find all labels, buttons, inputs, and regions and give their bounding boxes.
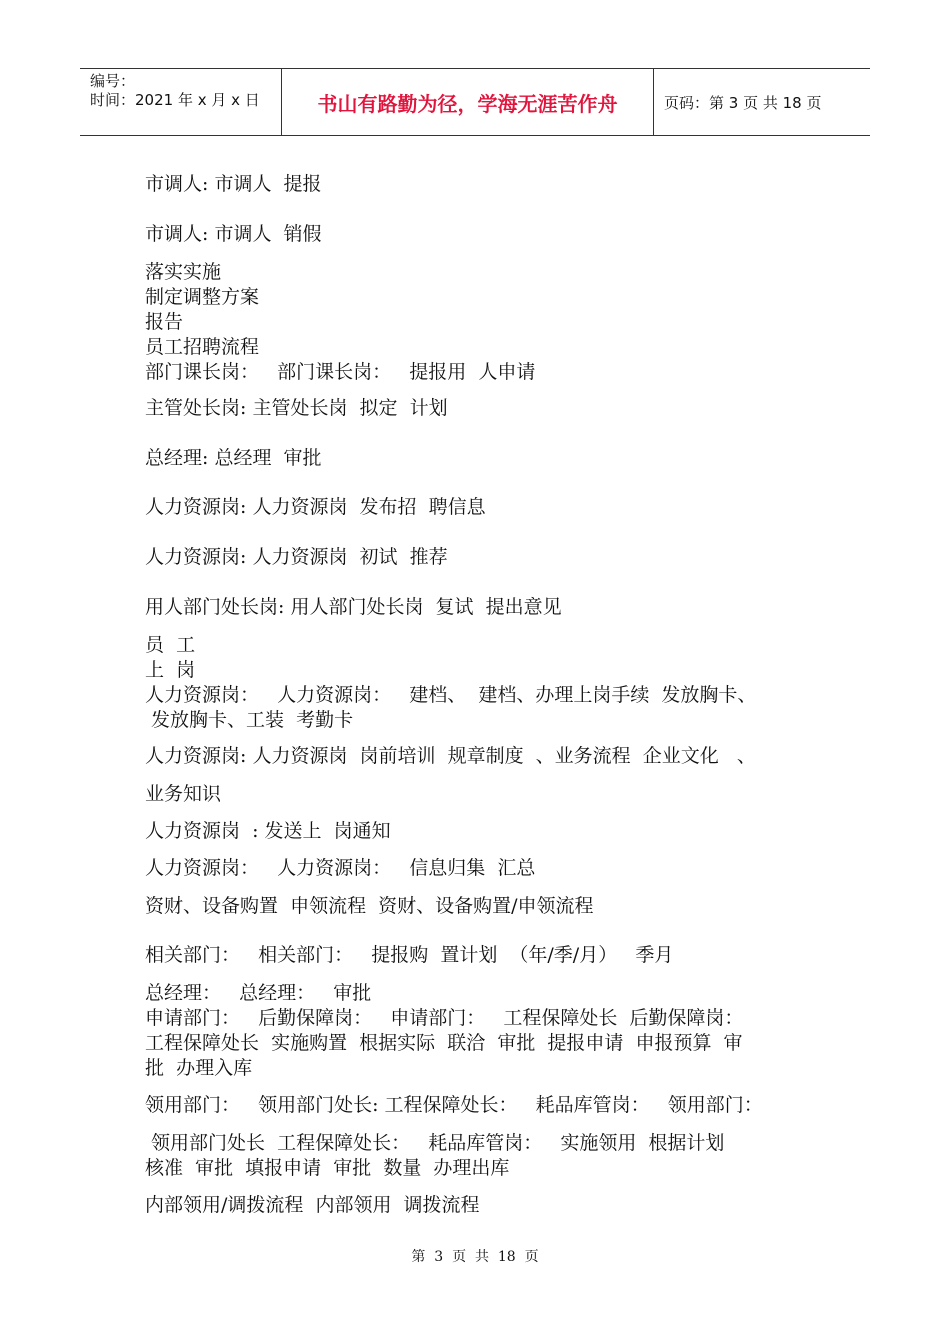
body-line: 人力资源岗: 人力资源岗 初试 推荐 — [145, 546, 448, 568]
document-time-label: 时间：2021 年 x 月 x 日 — [90, 91, 260, 109]
body-line: 员 工 — [145, 634, 196, 656]
body-line: 市调人: 市调人 销假 — [145, 223, 322, 245]
body-line: 落实实施 — [145, 261, 222, 283]
body-line: 人力资源岗： 人力资源岗： 信息归集 汇总 — [145, 857, 536, 879]
header-page-code: 页码：第 3 页 共 18 页 — [664, 93, 822, 112]
body-line: 工程保障处长 实施购置 根据实际 联洽 审批 提报申请 申报预算 审 — [145, 1032, 743, 1054]
body-line: 主管处长岗: 主管处长岗 拟定 计划 — [145, 397, 448, 419]
body-line: 人力资源岗 : 发送上 岗通知 — [145, 820, 391, 842]
body-line: 上 岗 — [145, 659, 196, 681]
section-heading: 员工招聘流程 — [145, 336, 260, 358]
page-footer: 第 3 页 共 18 页 — [411, 1249, 539, 1265]
section-heading: 内部领用/调拨流程 内部领用 调拨流程 — [145, 1194, 480, 1216]
body-line: 人力资源岗： 人力资源岗： 建档、 建档、办理上岗手续 发放胸卡、 — [145, 684, 757, 706]
document-number-label: 编号： — [90, 72, 136, 90]
body-line: 发放胸卡、工装 考勤卡 — [145, 709, 354, 731]
body-line: 业务知识 — [145, 783, 222, 805]
body-line: 核准 审批 填报申请 审批 数量 办理出库 — [145, 1157, 510, 1179]
body-line: 人力资源岗: 人力资源岗 岗前培训 规章制度 、业务流程 企业文化 、 — [145, 745, 756, 767]
body-line: 人力资源岗: 人力资源岗 发布招 聘信息 — [145, 496, 486, 518]
body-line: 总经理: 总经理 审批 — [145, 447, 322, 469]
body-line: 用人部门处长岗: 用人部门处长岗 复试 提出意见 — [145, 596, 562, 618]
body-line: 领用部门： 领用部门处长: 工程保障处长： 耗品库管岗： 领用部门： — [145, 1094, 763, 1116]
body-line: 部门课长岗： 部门课长岗： 提报用 人申请 — [145, 361, 536, 383]
section-heading: 资财、设备购置 申领流程 资财、设备购置/申领流程 — [145, 895, 594, 917]
body-line: 领用部门处长 工程保障处长： 耗品库管岗： 实施领用 根据计划 — [145, 1132, 725, 1154]
body-line: 总经理： 总经理： 审批 — [145, 982, 372, 1004]
body-line: 相关部门： 相关部门： 提报购 置计划 （年/季/月） 季月 — [145, 944, 674, 966]
body-line: 市调人: 市调人 提报 — [145, 173, 322, 195]
body-line: 报告 — [145, 311, 184, 333]
body-line: 制定调整方案 — [145, 286, 260, 308]
body-line: 申请部门： 后勤保障岗： 申请部门： 工程保障处长 后勤保障岗： — [145, 1007, 744, 1029]
body-line: 批 办理入库 — [145, 1057, 253, 1079]
header-motto: 书山有路勤为径，学海无涯苦作舟 — [282, 69, 654, 135]
